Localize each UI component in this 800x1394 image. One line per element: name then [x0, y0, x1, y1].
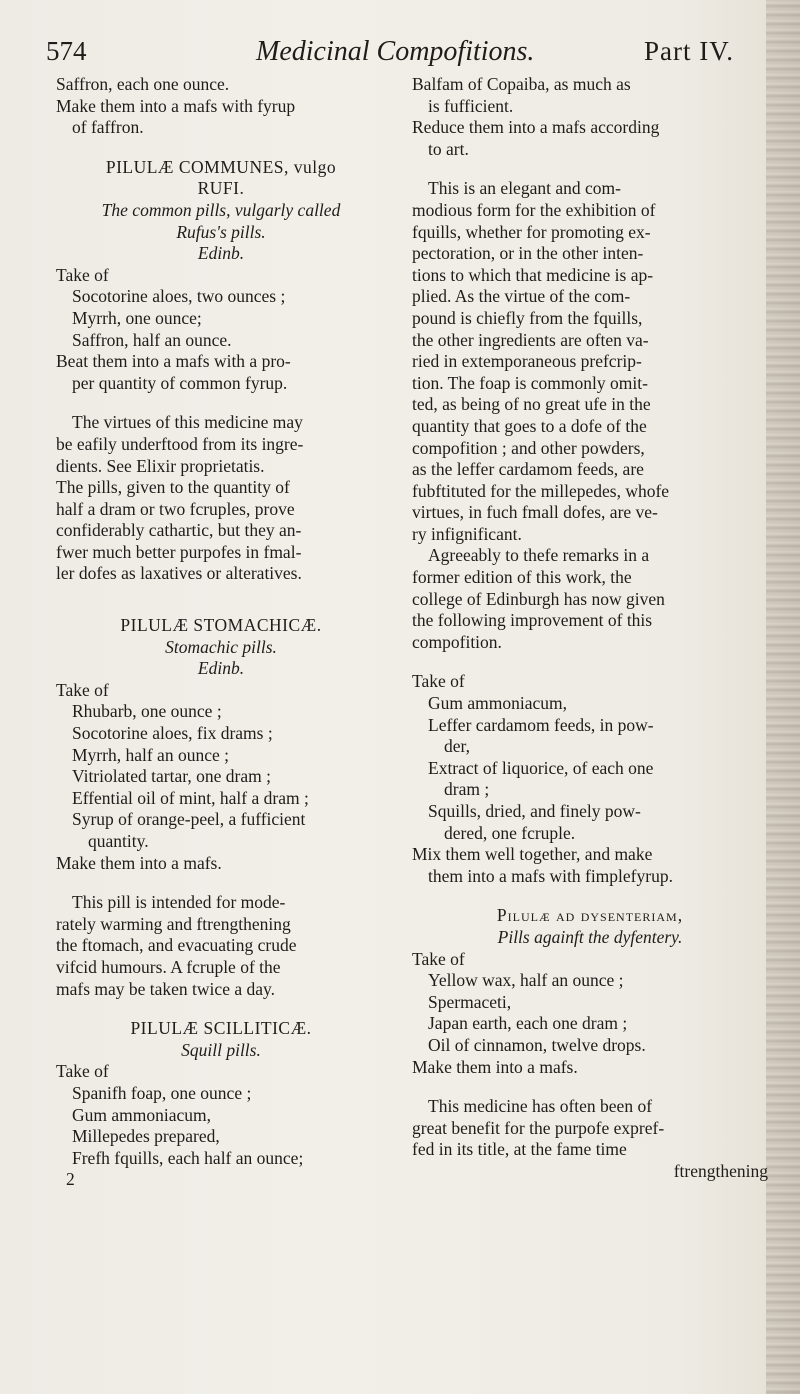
section-title: PILULÆ STOMACHICÆ. [120, 615, 322, 636]
text-line: pound is chiefly from the fquills, [412, 307, 643, 328]
source-label: Edinb. [197, 243, 245, 264]
ingredient: Balfam of Copaiba, as much as [412, 74, 631, 94]
section-title: PILULÆ COMMUNES, vulgo [105, 156, 337, 177]
ingredient: Rhubarb, one ounce ; [72, 701, 222, 722]
page-edge [766, 0, 800, 1394]
direction: Make them into a mafs. [412, 1056, 578, 1077]
text-line: tion. The foap is commonly omit- [412, 372, 648, 393]
ingredient: Socotorine aloes, two ounces ; [72, 286, 286, 307]
direction: per quantity of common fyrup. [72, 372, 288, 393]
text-line: as the leffer cardamom feeds, are [412, 459, 644, 480]
section-subtitle: Stomachic pills. [165, 636, 277, 657]
text-line: plied. As the virtue of the com- [412, 286, 631, 307]
text-line: ry infignificant. [412, 523, 522, 544]
ingredient: Effential oil of mint, half a dram ; [72, 787, 309, 808]
text-line: quantity that goes to a dofe of the [412, 415, 647, 436]
ingredient: Myrrh, half an ounce ; [72, 744, 229, 765]
text-line: the other ingredients are often va- [412, 329, 649, 350]
text-line: Agreeably to thefe remarks in a [428, 545, 650, 566]
text-line: half a dram or two fcruples, prove [56, 498, 295, 519]
text-line: Make them into a mafs with fyrup [56, 95, 296, 116]
text-line: Saffron, each one ounce. [56, 74, 230, 94]
direction: Mix them well together, and make [412, 844, 653, 865]
text-line: ler dofes as laxatives or alteratives. [56, 563, 302, 584]
text-line: compofition. [412, 631, 502, 652]
right-column [412, 74, 768, 1183]
left-column [56, 74, 386, 1191]
text-line: This medicine has often been of [428, 1096, 653, 1117]
ingredient: Spermaceti, [428, 991, 512, 1012]
recipe-intro: Take of [56, 1061, 109, 1082]
source-label: Edinb. [197, 658, 245, 679]
ingredient: Saffron, half an ounce. [72, 329, 232, 350]
text-line: tions to which that medicine is ap- [412, 264, 654, 285]
ingredient: Myrrh, one ounce; [72, 307, 202, 328]
section-subtitle: Rufus's pills. [176, 221, 266, 242]
text-line: fubftituted for the millepedes, whofe [412, 480, 670, 501]
catchword: ftrengthening [673, 1160, 768, 1181]
ingredient: Squills, dried, and finely pow- [428, 801, 641, 821]
text-line: The virtues of this medicine may [72, 412, 303, 433]
text-line: former edition of this work, the [412, 567, 632, 588]
text-line: fed in its title, at the fame time [412, 1139, 627, 1160]
ingredient: quantity. [88, 831, 149, 851]
page-number: 574 [46, 36, 87, 66]
ingredient: der, [444, 736, 471, 757]
text-line: confiderably cathartic, but they an- [56, 520, 302, 541]
section-subtitle: Pills againft the dyfentery. [497, 926, 683, 947]
text-line: The pills, given to the quantity of [56, 477, 290, 498]
ingredient: dered, one fcruple. [444, 822, 576, 843]
ingredient: Frefh fquills, each half an ounce; [72, 1147, 304, 1168]
section-title: RUFI. [197, 178, 245, 199]
text-line: This pill is intended for mode- [72, 892, 286, 913]
recipe-intro: Take of [56, 679, 109, 700]
ingredient: Socotorine aloes, fix drams ; [72, 723, 273, 744]
text-line: the following improvement of this [412, 610, 653, 631]
text-line: pectoration, or in the other inten- [412, 243, 644, 264]
ingredient: Gum ammoniacum, [72, 1104, 212, 1125]
part-label: Part IV. [644, 36, 735, 66]
signature-mark: 2 [66, 1169, 75, 1190]
text-line: great benefit for the purpofe expref- [412, 1117, 665, 1138]
text-line: be eafily underftood from its ingre- [56, 433, 304, 454]
ingredient: Vitriolated tartar, one dram ; [72, 766, 271, 787]
direction: Beat them into a mafs with a pro- [56, 351, 291, 372]
recipe-intro: Take of [412, 948, 465, 969]
text-line: rately warming and ftrengthening [56, 913, 291, 934]
ingredient: is fufficient. [428, 95, 514, 116]
text-line: the ftomach, and evacuating crude [56, 935, 297, 956]
ingredient: Millepedes prepared, [72, 1126, 220, 1147]
recipe-intro: Take of [56, 264, 109, 285]
ingredient: Oil of cinnamon, twelve drops. [428, 1034, 646, 1055]
ingredient: dram ; [444, 779, 490, 800]
direction: to art. [428, 138, 469, 159]
recipe-intro: Take of [412, 671, 465, 692]
text-line: ried in extemporaneous prefcrip- [412, 351, 642, 372]
text-line: vifcid humours. A fcruple of the [56, 956, 281, 977]
text-line: mafs may be taken twice a day. [56, 978, 275, 999]
direction: them into a mafs with fimplefyrup. [428, 865, 673, 886]
running-title: Medicinal Compofitions. [256, 36, 535, 67]
text-line: modious form for the exhibition of [412, 199, 656, 220]
direction: Reduce them into a mafs according [412, 117, 660, 138]
ingredient: Spanifh foap, one ounce ; [72, 1082, 252, 1103]
section-title: Pilulæ ad dysenteriam, [496, 905, 684, 926]
text-line: fquills, whether for promoting ex- [412, 221, 651, 242]
text-line: of faffron. [72, 117, 144, 138]
ingredient: Gum ammoniacum, [428, 693, 568, 714]
text-line: ted, as being of no great ufe in the [412, 394, 651, 415]
ingredient: Syrup of orange-peel, a fufficient [72, 809, 306, 830]
text-line: This is an elegant and com- [428, 178, 621, 199]
text-line: compofition ; and other powders, [412, 437, 645, 458]
text-line: virtues, in fuch fmall dofes, are ve- [412, 502, 658, 523]
text-line: fwer much better purpofes in fmal- [56, 541, 302, 562]
ingredient: Leffer cardamom feeds, in pow- [428, 714, 654, 735]
text-line: college of Edinburgh has now given [412, 588, 665, 609]
section-subtitle: Squill pills. [181, 1039, 261, 1060]
section-title: PILULÆ SCILLITICÆ. [130, 1018, 312, 1039]
direction: Make them into a mafs. [56, 852, 222, 873]
text-line: dients. See Elixir proprietatis. [56, 455, 265, 476]
section-subtitle: The common pills, vulgarly called [101, 199, 341, 220]
page-header [46, 36, 766, 76]
ingredient: Extract of liquorice, of each one [428, 757, 654, 778]
ingredient: Yellow wax, half an ounce ; [428, 970, 624, 991]
ingredient: Japan earth, each one dram ; [428, 1013, 628, 1034]
